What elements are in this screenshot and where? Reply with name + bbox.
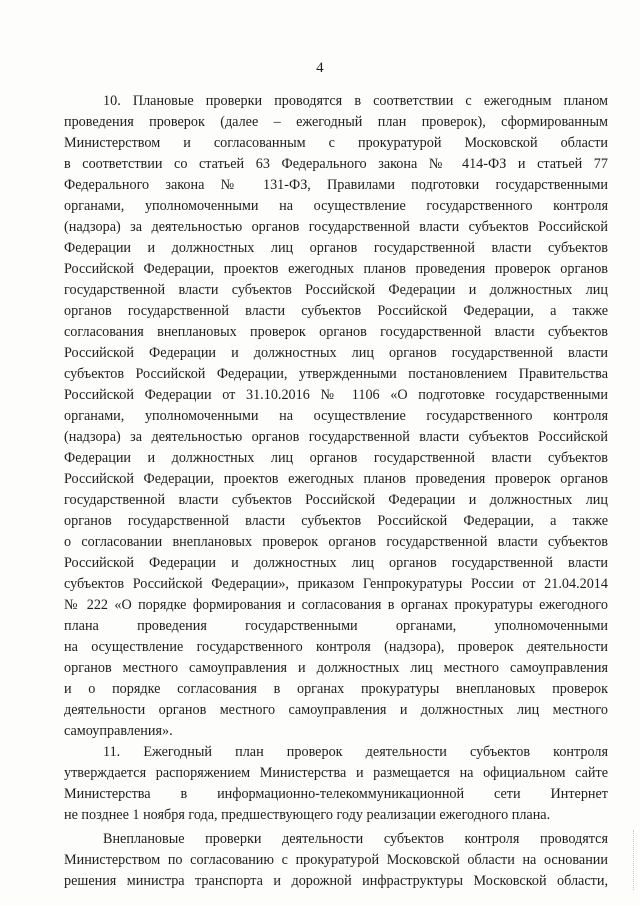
text-line: Федерации и должностных лиц органов государственной власти субъектов bbox=[64, 450, 608, 466]
text-line: органов государственной власти субъектов Российской Федерации, а также bbox=[64, 513, 608, 529]
text-line: Российской Федерации, проектов ежегодных планов проведения проверок органов bbox=[64, 471, 608, 487]
text-line: органов государственной власти субъектов Российской Федерации, а также bbox=[64, 303, 608, 319]
text-line: деятельности органов местного самоуправления и должностных лиц местного bbox=[64, 702, 608, 718]
text-line: на осуществление государственного контроля (надзора), проверок деятельности bbox=[64, 639, 608, 655]
text-line: Федерации и должностных лиц органов государственной власти субъектов bbox=[64, 240, 608, 256]
text-line: Российской Федерации от 31.10.2016 № 1106 «О подготовке государственными bbox=[64, 387, 608, 403]
text-line: Российской Федерации и должностных лиц органов государственной власти bbox=[64, 555, 608, 571]
text-line: Внеплановые проверки деятельности субъектов контроля проводятся bbox=[103, 831, 608, 847]
text-line: (надзора) за деятельностью органов государственной власти субъектов Российской bbox=[64, 219, 608, 235]
text-line: Российской Федерации и должностных лиц органов государственной власти bbox=[64, 345, 608, 361]
text-line: Министерства в информационно-телекоммуникационной сети Интернет bbox=[64, 786, 608, 802]
scan-edge-mark bbox=[629, 830, 634, 890]
text-line: самоуправления». bbox=[64, 723, 173, 739]
text-line: № 222 «О порядке формирования и согласования в органах прокуратуры ежегодного bbox=[64, 597, 608, 613]
text-line: и о порядке согласования в органах прокуратуры внеплановых проверок bbox=[64, 681, 608, 697]
text-line: о согласовании внеплановых проверок органов государственной власти субъектов bbox=[64, 534, 608, 550]
text-line: субъектов Российской Федерации, утвержденными постановлением Правительства bbox=[64, 366, 608, 382]
text-line: Министерством по согласованию с прокуратурой Московской области на основании bbox=[64, 852, 608, 868]
text-line: субъектов Российской Федерации», приказом Генпрокуратуры России от 21.04.2014 bbox=[64, 576, 608, 592]
text-line: государственной власти субъектов Российской Федерации и должностных лиц bbox=[64, 492, 608, 508]
text-line: органами, уполномоченными на осуществление государственного контроля bbox=[64, 408, 608, 424]
text-line: Министерством и согласованным с прокуратурой Московской области bbox=[64, 135, 608, 151]
text-line: не позднее 1 ноября года, предшествующего году реализации ежегодного плана. bbox=[64, 807, 551, 823]
text-line: решения министра транспорта и дорожной инфраструктуры Московской области, bbox=[64, 873, 608, 889]
text-line: плана проведения государственными органами, уполномоченными bbox=[64, 618, 608, 634]
text-line: согласования внеплановых проверок органов государственной власти субъектов bbox=[64, 324, 608, 340]
page-number: 4 bbox=[316, 60, 324, 76]
text-line: 11. Ежегодный план проверок деятельности субъектов контроля bbox=[103, 744, 608, 760]
text-line: в соответствии со статьей 63 Федерального закона № 414-ФЗ и статьей 77 bbox=[64, 156, 608, 172]
text-line: государственной власти субъектов Российской Федерации и должностных лиц bbox=[64, 282, 608, 298]
text-line: проведения проверок (далее – ежегодный план проверок), сформированным bbox=[64, 114, 608, 130]
document-body bbox=[64, 91, 608, 892]
text-line: органов местного самоуправления и должностных лиц местного самоуправления bbox=[64, 660, 608, 676]
text-line: (надзора) за деятельностью органов государственной власти субъектов Российской bbox=[64, 429, 608, 445]
text-line: утверждается распоряжением Министерства и размещается на официальном сайте bbox=[64, 765, 608, 781]
text-line: органами, уполномоченными на осуществление государственного контроля bbox=[64, 198, 608, 214]
text-line: Федерального закона № 131-ФЗ, Правилами подготовки государственными bbox=[64, 177, 608, 193]
text-line: Российской Федерации, проектов ежегодных планов проведения проверок органов bbox=[64, 261, 608, 277]
text-line: 10. Плановые проверки проводятся в соответствии с ежегодным планом bbox=[103, 93, 608, 109]
